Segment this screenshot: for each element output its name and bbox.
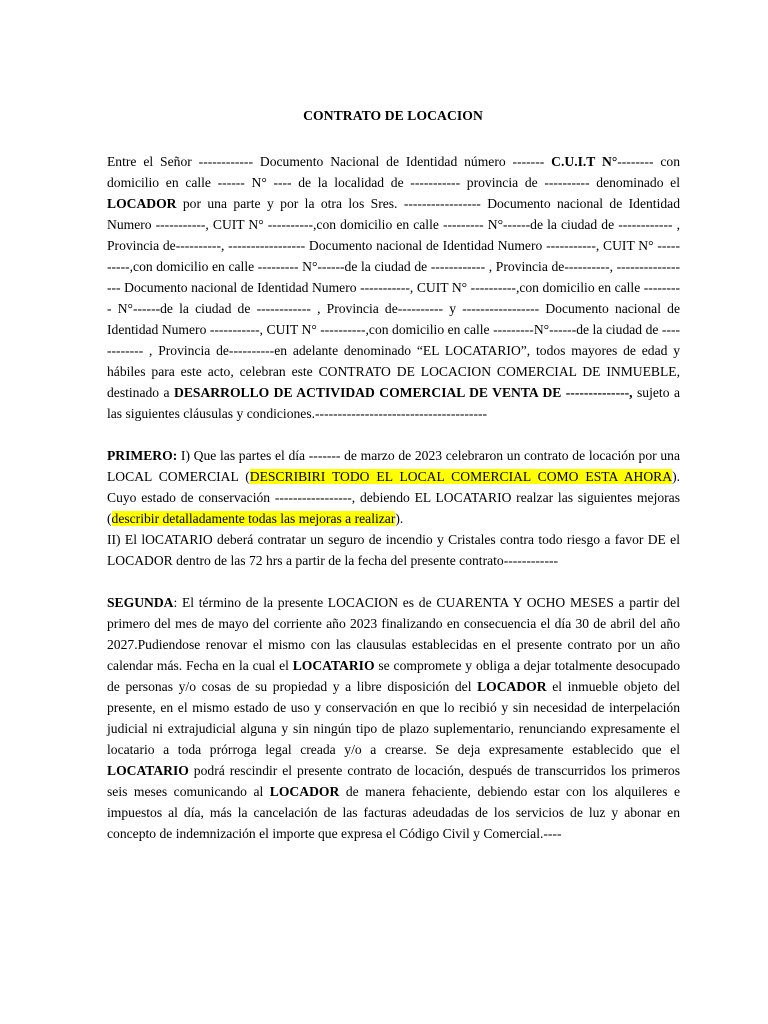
clause-primero-ii: II) El lOCATARIO deberá contratar un seguro de incendio y Cristales contra todo riesgo a favor DE el LOCADOR dentro de las 72 hrs a partir de la fecha del presente contrato------------ [107,532,680,568]
intro-text-3: por una parte y por la otra los Sres. ----------------- Documento nacional de Identidad Numero -----------, CUIT N° ----------,con domicilio en calle --------- N°------de la ciudad de ------------ , Provincia de----------, ----------------- Documento nacional de Identidad Numero -----------, CUIT N° ----------,con domicilio en calle --------- N°------de la ciudad de ------------ , Provincia de----------, ----------------- Documento nacional de Identidad Numero -----------, CUIT N° ----------,con domicilio en calle --------- N°------de la ciudad de ------------ , Provincia de---------- y ----------------- Documento nacional de Identidad Numero -----------, CUIT N° ----------,con domicilio en calle ---------N°------de la ciudad de ------------ , Provincia de----------en adelante denominado “EL LOCATARIO”, todos mayores de edad y hábiles para este acto, celebran este CONTRATO DE LOCACION COMERCIAL DE INMUEBLE [107,196,680,379]
destino-term: DESARROLLO DE ACTIVIDAD COMERCIAL DE VENTA DE --------------, [174,385,633,400]
spacer [107,571,680,592]
locador-term: LOCADOR [107,196,177,211]
segunda-text-3: el inmueble objeto del presente, en el mismo estado de uso y conservación en que lo recibió y sin necesidad de interpelación judicial ni extrajudicial alguna y sin ningún tipo de plazo suplementario, renunciando expresamente el locatario a toda prórroga legal creada y/o a crearse. Se deja expresamente establecido que el [107,679,680,757]
highlight-mejoras: describir detalladamente todas las mejoras a realizar [111,511,396,526]
contract-body [107,151,680,844]
primero-text-3: ). [395,511,404,526]
spacer [107,424,680,445]
locador-term: LOCADOR [269,784,340,799]
segunda-text-2: se compromete y obliga a dejar totalmente desocupado de personas y/o cosas de su propiedad y a libre disposición del [107,658,680,694]
segunda-text-4: podrá rescindir el presente contrato de locación, después de transcurridos los primeros seis meses comunicando al [107,763,680,799]
locatario-term: LOCATARIO [107,763,189,778]
locador-term: LOCADOR [477,679,547,694]
intro-text-5: sujeto a las siguientes cláusulas y condiciones.-------------------------------------- [107,385,680,421]
clause-segunda-label: SEGUNDA [107,595,174,610]
intro-text-2: -------- con domicilio en calle ------ N° ---- de la localidad de ----------- provincia de ---------- denominado el [107,154,680,190]
clause-primero [107,445,680,529]
intro-text-4: , destinado a [107,364,680,400]
highlight-local-description: DESCRIBIRI TODO EL LOCAL COMERCIAL COMO ESTA AHORA [249,469,673,484]
primero-text-1: I) Que las partes el día ------- de marzo de 2023 celebraron un contrato de locación por una LOCAL COMERCIAL ( [107,448,680,484]
segunda-text-5: de manera fehaciente, debiendo estar con los alquileres e impuestos al día, más la cancelación de las facturas adeudadas de los servicios de luz y abonar en concepto de indemnización el importe que expresa el Código Civil y Comercial.---- [107,784,681,841]
cuit-label: C.U.I.T N° [551,154,618,169]
primero-text-2: ). Cuyo estado de conservación -----------------, debiendo EL LOCATARIO realzar las siguientes mejoras ( [107,469,680,526]
intro-text-1: Entre el Señor ------------ Documento Nacional de Identidad número ------- [107,154,552,169]
document-title: CONTRATO DE LOCACION [303,108,483,123]
locatario-term: LOCATARIO [292,658,375,673]
clause-primero-label: PRIMERO: [107,448,178,463]
clause-segunda [107,592,680,844]
segunda-text-1: : El término de la presente LOCACION es de CUARENTA Y OCHO MESES a partir del primero del mes de mayo del corriente año 2023 finalizando en consecuencia el día 30 de abril del año 2027.Pudiendose renovar el mismo con las clausulas establecidas en el presente contrato por un año calendar más. Fecha en la cual el [107,595,680,673]
intro-paragraph [107,151,680,424]
